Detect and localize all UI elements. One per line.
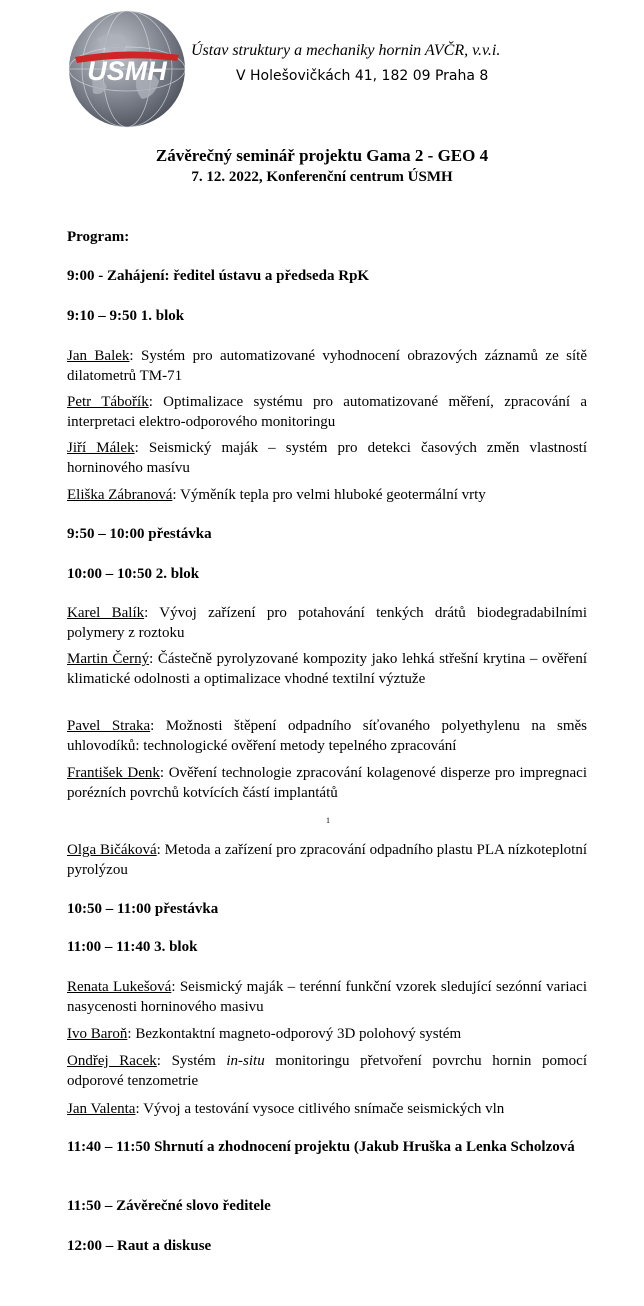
speaker-name: Eliška Zábranová bbox=[67, 487, 173, 503]
talk-item bbox=[67, 485, 587, 505]
speaker-name: František Denk bbox=[67, 765, 160, 781]
talk-title: : Částečně pyrolyzované kompozity jako lehká střešní krytina – ověření klimatické odolnosti a optimalizace vhodné textilní výztuže bbox=[67, 651, 588, 687]
talk-item bbox=[67, 1051, 587, 1091]
speaker-name: Ondřej Racek bbox=[67, 1053, 157, 1069]
speaker-name: Renata Lukešová bbox=[67, 979, 172, 995]
page-number: 1 bbox=[326, 816, 330, 825]
break-2: 10:50 – 11:00 přestávka bbox=[67, 901, 219, 917]
speaker-name: Jan Valenta bbox=[67, 1101, 136, 1117]
talk-title: monitoringu přetvoření povrchu hornin pomocí odporové tenzometrie bbox=[67, 1053, 587, 1089]
talk-title: : Seismický maják – terénní funkční vzorek sledující sezónní variaci nasycenosti horninového masivu bbox=[67, 979, 587, 1015]
talk-title: : Ověření technologie zpracování kolagenové disperze pro impregnaci porézních povrchů kotvících částí implantátů bbox=[67, 765, 587, 801]
talk-item bbox=[67, 1099, 587, 1119]
talk-title: : Seismický maják – systém pro detekci časových změn vlastností horninového masívu bbox=[67, 440, 587, 476]
speaker-name: Pavel Straka bbox=[67, 718, 151, 734]
speaker-name: Olga Bičáková bbox=[67, 842, 157, 858]
talk-item bbox=[67, 1024, 587, 1044]
talk-title-emphasis: in-situ bbox=[226, 1053, 265, 1069]
speaker-name: Jiří Málek bbox=[67, 440, 135, 456]
talk-title: : Systém pro automatizované vyhodnocení obrazových záznamů ze sítě dilatometrů TM-71 bbox=[67, 348, 587, 384]
institute-address: V Holešovičkách 41, 182 09 Praha 8 bbox=[236, 68, 489, 84]
block-2-heading: 10:00 – 10:50 2. blok bbox=[67, 566, 200, 582]
block-3-heading: 11:00 – 11:40 3. blok bbox=[67, 939, 198, 955]
talk-item bbox=[67, 763, 587, 803]
talk-title: : Optimalizace systému pro automatizované měření, zpracování a interpretaci elektro-odporového monitoringu bbox=[67, 394, 588, 430]
opening-line: 9:00 - Zahájení: ředitel ústavu a předseda RpK bbox=[67, 268, 370, 284]
talk-item bbox=[67, 840, 587, 880]
talk-title: : Systém bbox=[156, 1053, 227, 1069]
speaker-name: Jan Balek bbox=[67, 348, 130, 364]
talk-title: : Výměník tepla pro velmi hluboké geotermální vrty bbox=[172, 487, 486, 503]
talk-item bbox=[67, 716, 587, 756]
letterhead bbox=[0, 0, 644, 130]
talk-title: : Vývoj zařízení pro potahování tenkých drátů biodegradabilními polymery z roztoku bbox=[67, 605, 587, 641]
usmh-globe-logo bbox=[67, 9, 187, 129]
talk-title: : Možnosti štěpení odpadního síťovaného polyethylenu na směs uhlovodíků: technologické ověření metody tepelného zpracování bbox=[67, 718, 587, 754]
document-title: Závěrečný seminář projektu Gama 2 - GEO 4 bbox=[155, 146, 489, 165]
institute-name: Ústav struktury a mechaniky hornin AVČR, v.v.i. bbox=[191, 42, 501, 59]
reception-line: 12:00 – Raut a diskuse bbox=[67, 1238, 212, 1254]
logo-text: USMH bbox=[87, 56, 167, 86]
block-1-heading: 9:10 – 9:50 1. blok bbox=[67, 308, 185, 324]
talk-item bbox=[67, 649, 587, 689]
program-label: Program: bbox=[67, 229, 130, 245]
break-1: 9:50 – 10:00 přestávka bbox=[67, 526, 212, 542]
summary-line: 11:40 – 11:50 Shrnutí a zhodnocení projektu (Jakub Hruška a Lenka Scholzová bbox=[67, 1139, 575, 1155]
closing-line: 11:50 – Závěrečné slovo ředitele bbox=[67, 1198, 271, 1214]
talk-item bbox=[67, 392, 587, 432]
talk-item bbox=[67, 603, 587, 643]
talk-item bbox=[67, 977, 587, 1017]
talk-item bbox=[67, 346, 587, 386]
talk-title: : Vývoj a testování vysoce citlivého snímače seismických vln bbox=[135, 1101, 505, 1117]
document-subtitle: 7. 12. 2022, Konferenční centrum ÚSMH bbox=[191, 169, 453, 185]
speaker-name: Ivo Baroň bbox=[67, 1026, 128, 1042]
talk-title: : Metoda a zařízení pro zpracování odpadního plastu PLA nízkoteplotní pyrolýzou bbox=[67, 842, 587, 878]
speaker-name: Karel Balík bbox=[67, 605, 145, 621]
talk-item bbox=[67, 438, 587, 478]
speaker-name: Petr Tábořík bbox=[67, 394, 149, 410]
speaker-name: Martin Černý bbox=[67, 651, 150, 667]
talk-title: : Bezkontaktní magneto-odporový 3D polohový systém bbox=[127, 1026, 462, 1042]
